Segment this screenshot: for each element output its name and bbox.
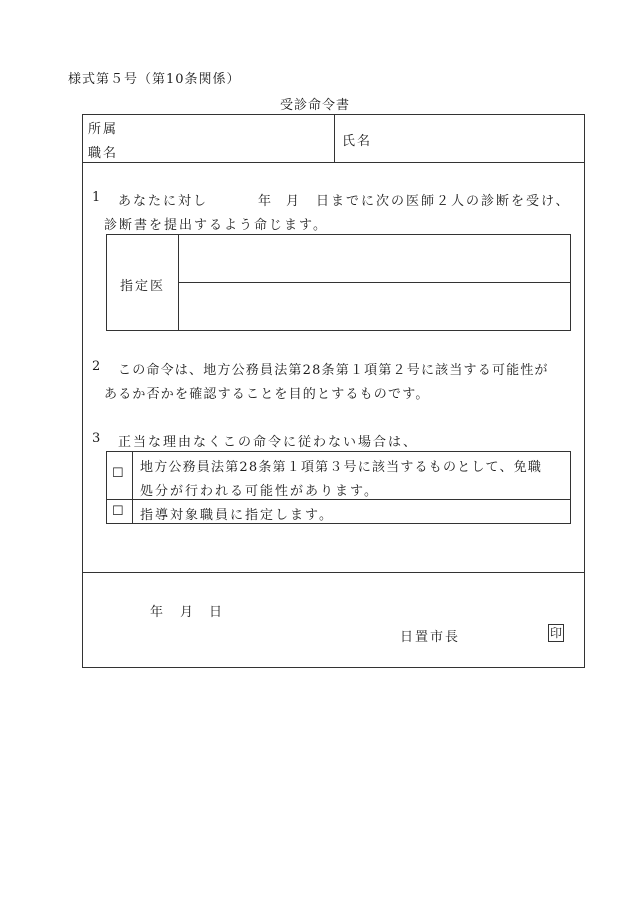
form-number-label: 様式第５号（第10条関係） — [68, 72, 241, 87]
doctor-1-field[interactable] — [180, 236, 569, 281]
header-row-divider — [82, 162, 585, 163]
item2-text-line2: あるか否かを確認することを目的とするものです。 — [104, 387, 430, 402]
issue-date-day: 日 — [209, 605, 225, 620]
options-table-column-divider — [132, 451, 133, 524]
item1-text-line2: 診断書を提出するよう命じます。 — [104, 218, 328, 233]
designated-doctor-label: 指定医 — [120, 279, 166, 294]
header-column-divider — [334, 114, 335, 162]
dismissal-option-text-line2: 処分が行われる可能性があります。 — [140, 484, 379, 499]
item1-month-unit: 月 — [286, 194, 302, 209]
doctor-2-field[interactable] — [180, 284, 569, 329]
item1-text-b: 日までに次の医師２人の診断を受け、 — [316, 194, 571, 209]
guidance-option-text: 指導対象職員に指定します。 — [140, 508, 334, 523]
item1-number: 1 — [92, 190, 103, 205]
issue-date-year: 年 — [150, 605, 166, 620]
issuer-title: 日置市長 — [400, 630, 461, 645]
guidance-option-checkbox[interactable]: ☐ — [112, 504, 124, 519]
document-title: 受診命令書 — [279, 98, 350, 113]
name-label: 氏名 — [342, 134, 373, 149]
item1-text-a: あなたに対し — [118, 194, 209, 209]
issue-date-month: 月 — [180, 605, 196, 620]
position-label: 職名 — [88, 146, 119, 161]
item1-year-unit: 年 — [258, 194, 274, 209]
affiliation-label: 所属 — [88, 122, 119, 137]
options-table-row-divider — [106, 499, 571, 500]
dismissal-option-checkbox[interactable]: ☐ — [112, 466, 124, 481]
official-seal-mark: 印 — [549, 626, 562, 640]
item2-number: 2 — [92, 359, 103, 374]
item2-text-line1: この命令は、地方公務員法第28条第１項第２号に該当する可能性が — [118, 363, 549, 378]
item3-number: 3 — [92, 431, 103, 446]
dismissal-option-text-line1: 地方公務員法第28条第１項第３号に該当するものとして、免職 — [140, 460, 543, 475]
item3-text-line1: 正当な理由なくこの命令に従わない場合は、 — [118, 435, 419, 450]
footer-divider — [82, 572, 585, 573]
doctor-table-row-divider — [178, 282, 571, 283]
